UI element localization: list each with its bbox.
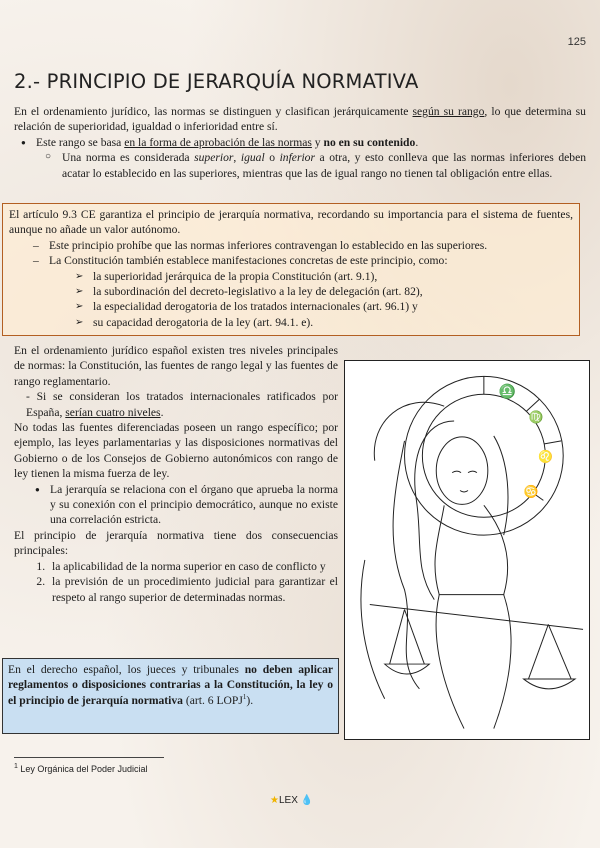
consequences-list (14, 559, 338, 605)
intro-subbullets (36, 150, 586, 181)
brand-footer (270, 795, 313, 806)
box1-text: El artículo 9.3 CE garantiza el principio de jerarquía normativa, recordando su importancia para el sistema de fuentes, aunque no añade un valor autónomo. (9, 208, 573, 237)
treaties-note: - Si se consideran los tratados internacionales ratificados por España, serían cuatro niveles. (26, 390, 338, 419)
box1-arrow-item: ➢ la superioridad jerárquica de la propia Constitución (art. 9.1), (93, 269, 573, 284)
page-number: 125 (567, 36, 586, 48)
levels-bullet: ● La jerarquía se relaciona con el órgano que aprueba la norma y su conexión con el principio democrático, aunque no existe una correlación estricta. (50, 482, 338, 528)
judges-box (2, 658, 339, 734)
levels-bullets (14, 482, 338, 528)
consequence-item: 1. la aplicabilidad de la norma superior en caso de conflicto y (48, 559, 338, 574)
star-icon: ★ (270, 795, 279, 806)
svg-text:♋: ♋ (523, 484, 539, 499)
page-title: 2.- PRINCIPIO DE JERARQUÍA NORMATIVA (14, 70, 419, 93)
intro-bullet: ● Este rango se basa en la forma de aprobación de las normas y no en su contenido. ○ Una norma es considerada superior, igual o inferior a otra, y esto conlleva que las normas inferiores deben acatar lo establecido en las superiores, mientras que las de igual rango no tienen tal obligación entre ellas. (36, 135, 586, 181)
footnote: $^1$ Ley Orgánica del Poder Judicial (14, 763, 148, 774)
judges-text: En el derecho español, los jueces y tribunales no deben aplicar reglamentos o disposiciones contrarias a la Constitución, la ley o el principio de jerarquía normativa (art. 6 LOPJ$^1$). (8, 663, 334, 707)
box1-dash-list (9, 238, 573, 330)
intro-subbullet: ○ Una norma es considerada superior, igual o inferior a otra, y esto conlleva que las normas inferiores deben acatar lo establecido en las superiores, mientras que las de igual rango no tienen tal obligación entre ellas. (62, 150, 586, 181)
box1-arrow-item: ➢ su capacidad derogatoria de la ley (art. 94.1. e). (93, 315, 573, 330)
article-9-3-box (2, 203, 580, 336)
libra-illustration (344, 360, 590, 740)
consequence-item: 2. la previsión de un procedimiento judicial para garantizar el respeto al rango superior de determinadas normas. (48, 574, 338, 605)
brand-text: LEX (278, 795, 298, 806)
svg-text:♎: ♎ (498, 385, 517, 401)
consequences-paragraph: El principio de jerarquía normativa tiene dos consecuencias principales: (14, 528, 338, 558)
levels-paragraph: En el ordenamiento jurídico español existen tres niveles principales de normas: la Constitución, las fuentes de rango legal y las fuentes de rango reglamentario. (14, 344, 338, 388)
box1-arrow-item: ➢ la subordinación del decreto-legislativo a la ley de delegación (art. 82), (93, 284, 573, 299)
rank-paragraph: No todas las fuentes diferenciadas poseen un rango específico; por ejemplo, las leyes parlamentarias y las disposiciones normativas del Gobierno o de los Consejos de Gobierno autonómicos con rango de ley tienen la misma fuerza de ley. (14, 421, 338, 481)
box1-arrow-item: ➢ la especialidad derogatoria de los tratados internacionales (art. 96.1) y (93, 299, 573, 314)
svg-text:♍: ♍ (528, 410, 544, 425)
intro-paragraph: En el ordenamiento jurídico, las normas se distinguen y clasifican jerárquicamente según su rango, lo que determina su relación de superioridad, igualdad o inferioridad entre sí. (14, 105, 586, 134)
levels-section (14, 343, 338, 605)
libra-drawing (345, 361, 589, 739)
box1-dash-item: – La Constitución también establece manifestaciones concretas de este principio, como: ➢ la superioridad jerárquica de la propia Constitución (art. 9.1), ➢ la subordinación del decreto-legislativo a la ley de delegación (art. 82), ➢ la especialidad derogatoria de los tratados internacionales (art. 96.1) y ➢ su capacidad derogatoria de la ley (art. 94.1. e). (49, 253, 573, 330)
box1-dash-item: – Este principio prohíbe que las normas inferiores contravengan lo establecido en las superiores. (49, 238, 573, 253)
drop-icon: 💧 (300, 795, 314, 806)
intro-bullets (14, 135, 586, 181)
footnote-rule (14, 757, 164, 758)
intro-section (14, 104, 586, 181)
box1-arrow-list (49, 269, 573, 331)
svg-text:♌: ♌ (538, 449, 554, 464)
